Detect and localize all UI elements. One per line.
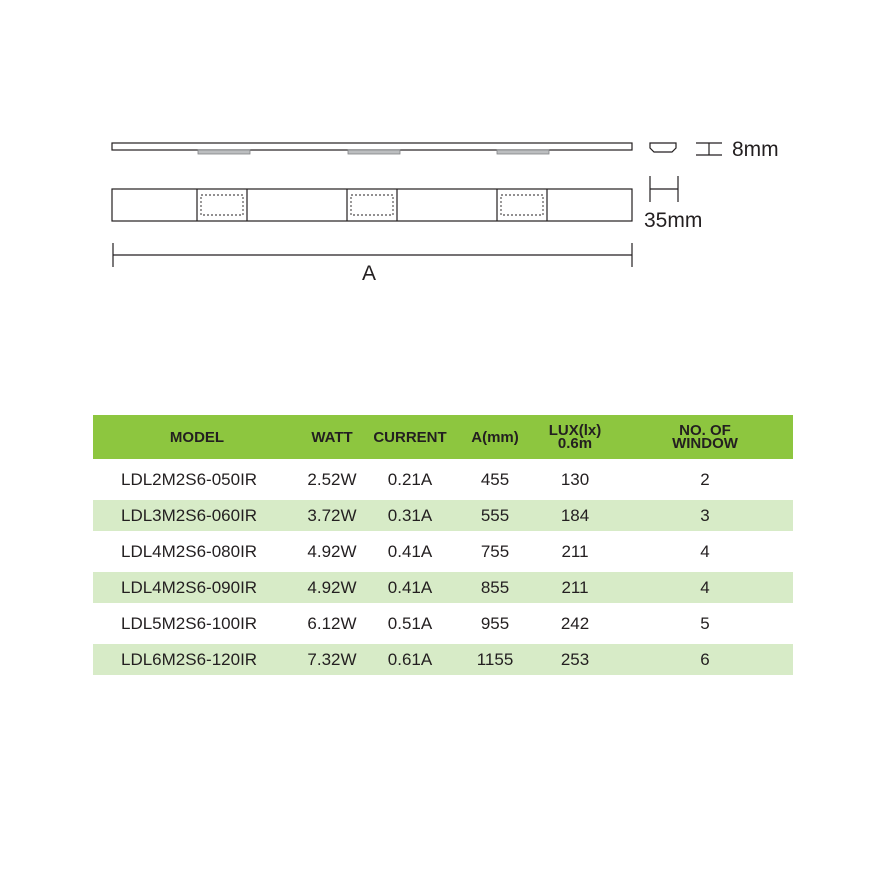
cell-windows: 3: [700, 505, 710, 525]
cell-watt: 3.72W: [307, 505, 357, 525]
cell-current: 0.31A: [387, 505, 433, 525]
cell-windows: 4: [700, 577, 710, 597]
cell-windows: 6: [700, 649, 710, 669]
table-row: [93, 608, 793, 639]
cell-model: LDL2M2S6-050IR: [121, 469, 258, 489]
cell-a-mm: 455: [480, 469, 510, 489]
header-lux: [533, 424, 617, 450]
cell-model: LDL5M2S6-100IR: [121, 613, 258, 633]
cell-current: 0.61A: [387, 649, 433, 669]
cell-lux: 211: [561, 577, 589, 597]
cell-model: LDL3M2S6-060IR: [121, 505, 258, 525]
cell-watt: 7.32W: [307, 649, 357, 669]
cell-watt: 4.92W: [307, 541, 357, 561]
side-view-body: [112, 143, 632, 150]
product-drawing: [0, 0, 886, 300]
header-model: MODEL: [169, 428, 225, 446]
table-row: [93, 644, 793, 675]
header-windows-line2: WINDOW: [672, 435, 738, 452]
header-windows-line1: NO. OF: [679, 422, 731, 439]
cell-windows: 4: [700, 541, 710, 561]
cell-windows: 2: [700, 469, 710, 489]
cell-lux: 253: [560, 649, 590, 669]
header-watt: WATT: [311, 428, 353, 446]
side-view-sensor-1: [198, 150, 250, 154]
table-header: [93, 415, 793, 459]
top-view-body: [112, 189, 632, 221]
table-row: [93, 572, 793, 603]
cell-watt: 2.52W: [307, 469, 357, 489]
cell-a-mm: 555: [480, 505, 510, 525]
table-row: [93, 464, 793, 495]
table-row: [93, 500, 793, 531]
cell-lux: 184: [560, 505, 590, 525]
length-label: A: [362, 262, 377, 285]
cell-model: LDL4M2S6-080IR: [121, 541, 258, 561]
cell-current: 0.21A: [387, 469, 433, 489]
cell-a-mm: 855: [480, 577, 510, 597]
top-view: [112, 189, 632, 221]
thickness-label: 8mm: [732, 138, 779, 161]
cell-current: 0.41A: [387, 577, 433, 597]
side-view-sensor-3: [497, 150, 549, 154]
side-view-sensor-2: [348, 150, 400, 154]
cell-current: 0.51A: [387, 613, 433, 633]
cell-lux: 130: [560, 469, 590, 489]
end-view-profile: [650, 143, 676, 152]
cell-a-mm: 755: [480, 541, 510, 561]
header-windows: [617, 424, 793, 450]
table-row: [93, 536, 793, 567]
spec-table: [93, 415, 793, 675]
end-view: [650, 143, 722, 155]
cell-lux: 211: [561, 541, 589, 561]
cell-watt: 6.12W: [307, 613, 357, 633]
cell-current: 0.41A: [387, 541, 433, 561]
cell-a-mm: 955: [480, 613, 510, 633]
cell-model: LDL6M2S6-120IR: [121, 649, 258, 669]
side-view: [112, 143, 632, 154]
width-label: 35mm: [644, 209, 703, 232]
header-current: CURRENT: [373, 428, 447, 446]
cell-model: LDL4M2S6-090IR: [121, 577, 258, 597]
cell-watt: 4.92W: [307, 577, 357, 597]
cell-lux: 242: [560, 613, 590, 633]
width-dimension: [650, 176, 678, 202]
header-lux-line1: LUX(lx): [548, 422, 602, 439]
header-lux-line2: 0.6m: [557, 435, 593, 452]
cell-a-mm: 1155: [476, 649, 514, 669]
header-a-mm: A(mm): [471, 428, 519, 446]
cell-windows: 5: [700, 613, 710, 633]
